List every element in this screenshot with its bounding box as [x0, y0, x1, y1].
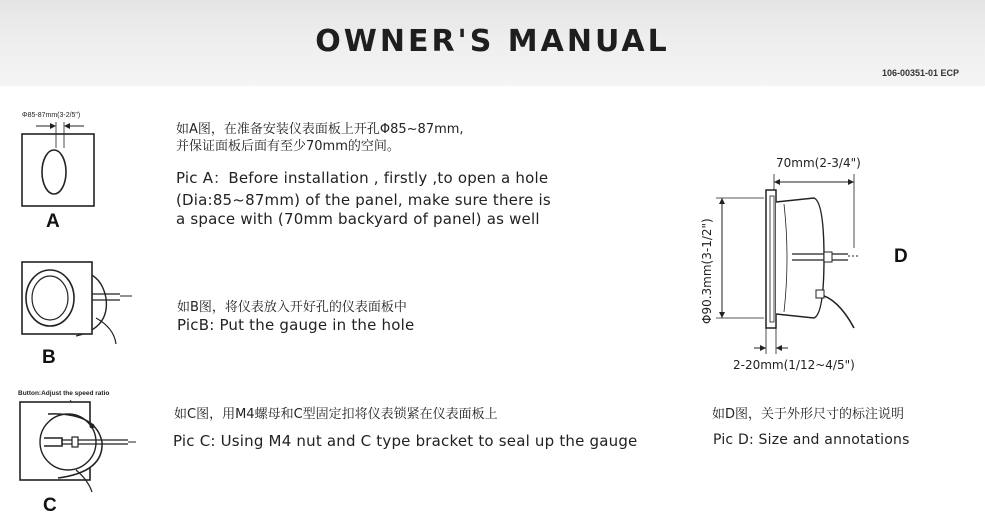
pic-b-en-line-1: PicB: Put the gauge in the hole: [177, 316, 415, 334]
hole-diameter-label: Φ85-87mm(3-2/5"): [22, 112, 81, 119]
pic-c-en-line-1: Pic C: Using M4 nut and C type bracket to seal up the gauge: [173, 432, 638, 450]
document-code: 106-00351-01 ECP: [881, 68, 959, 78]
pic-a-en-line-3: a space with (70mm backyard of panel) as well: [176, 210, 540, 228]
pic-a-zh-line-1: 如A图，在准备安装仪表面板上开孔Φ85~87mm,: [176, 122, 464, 137]
figure-b-gauge-in-panel: [18, 258, 138, 348]
bezel-dimension-label: 2-20mm(1/12~4/5"): [733, 358, 855, 372]
pic-d-zh-line-1: 如D图，关于外形尺寸的标注说明: [712, 407, 905, 422]
pic-b-zh-line-1: 如B图，将仪表放入开好孔的仪表面板中: [177, 300, 407, 315]
pic-a-zh-line-2: 并保证面板后面有至少70mm的空间。: [176, 139, 400, 154]
pic-d-en-line-1: Pic D: Size and annotations: [713, 432, 910, 448]
diameter-dimension-label: Φ90.3mm(3-1/2"): [700, 218, 714, 324]
pic-c-zh-line-1: 如C图，用M4螺母和C型固定扣将仪表锁紧在仪表面板上: [174, 407, 498, 422]
header-band: [0, 0, 985, 86]
figure-c-gauge-bracket: [18, 398, 138, 494]
figure-a-panel-hole: [18, 118, 98, 214]
depth-dimension-label: 70mm(2-3/4"): [776, 156, 861, 170]
figure-d-letter: D: [894, 246, 908, 267]
figure-b-letter: B: [42, 347, 56, 368]
figure-a-letter: A: [46, 211, 60, 232]
page-title: OWNER'S MANUAL: [315, 24, 670, 59]
button-adjust-label: Button:Adjust the speed ratio: [18, 390, 110, 397]
pic-a-en-line-2: (Dia:85~87mm) of the panel, make sure there is: [176, 191, 551, 209]
figure-d-dimension-drawing: [706, 168, 876, 358]
figure-c-letter: C: [43, 495, 57, 516]
pic-a-en-line-1: Pic A：Before installation , firstly ,to open a hole: [176, 169, 549, 187]
